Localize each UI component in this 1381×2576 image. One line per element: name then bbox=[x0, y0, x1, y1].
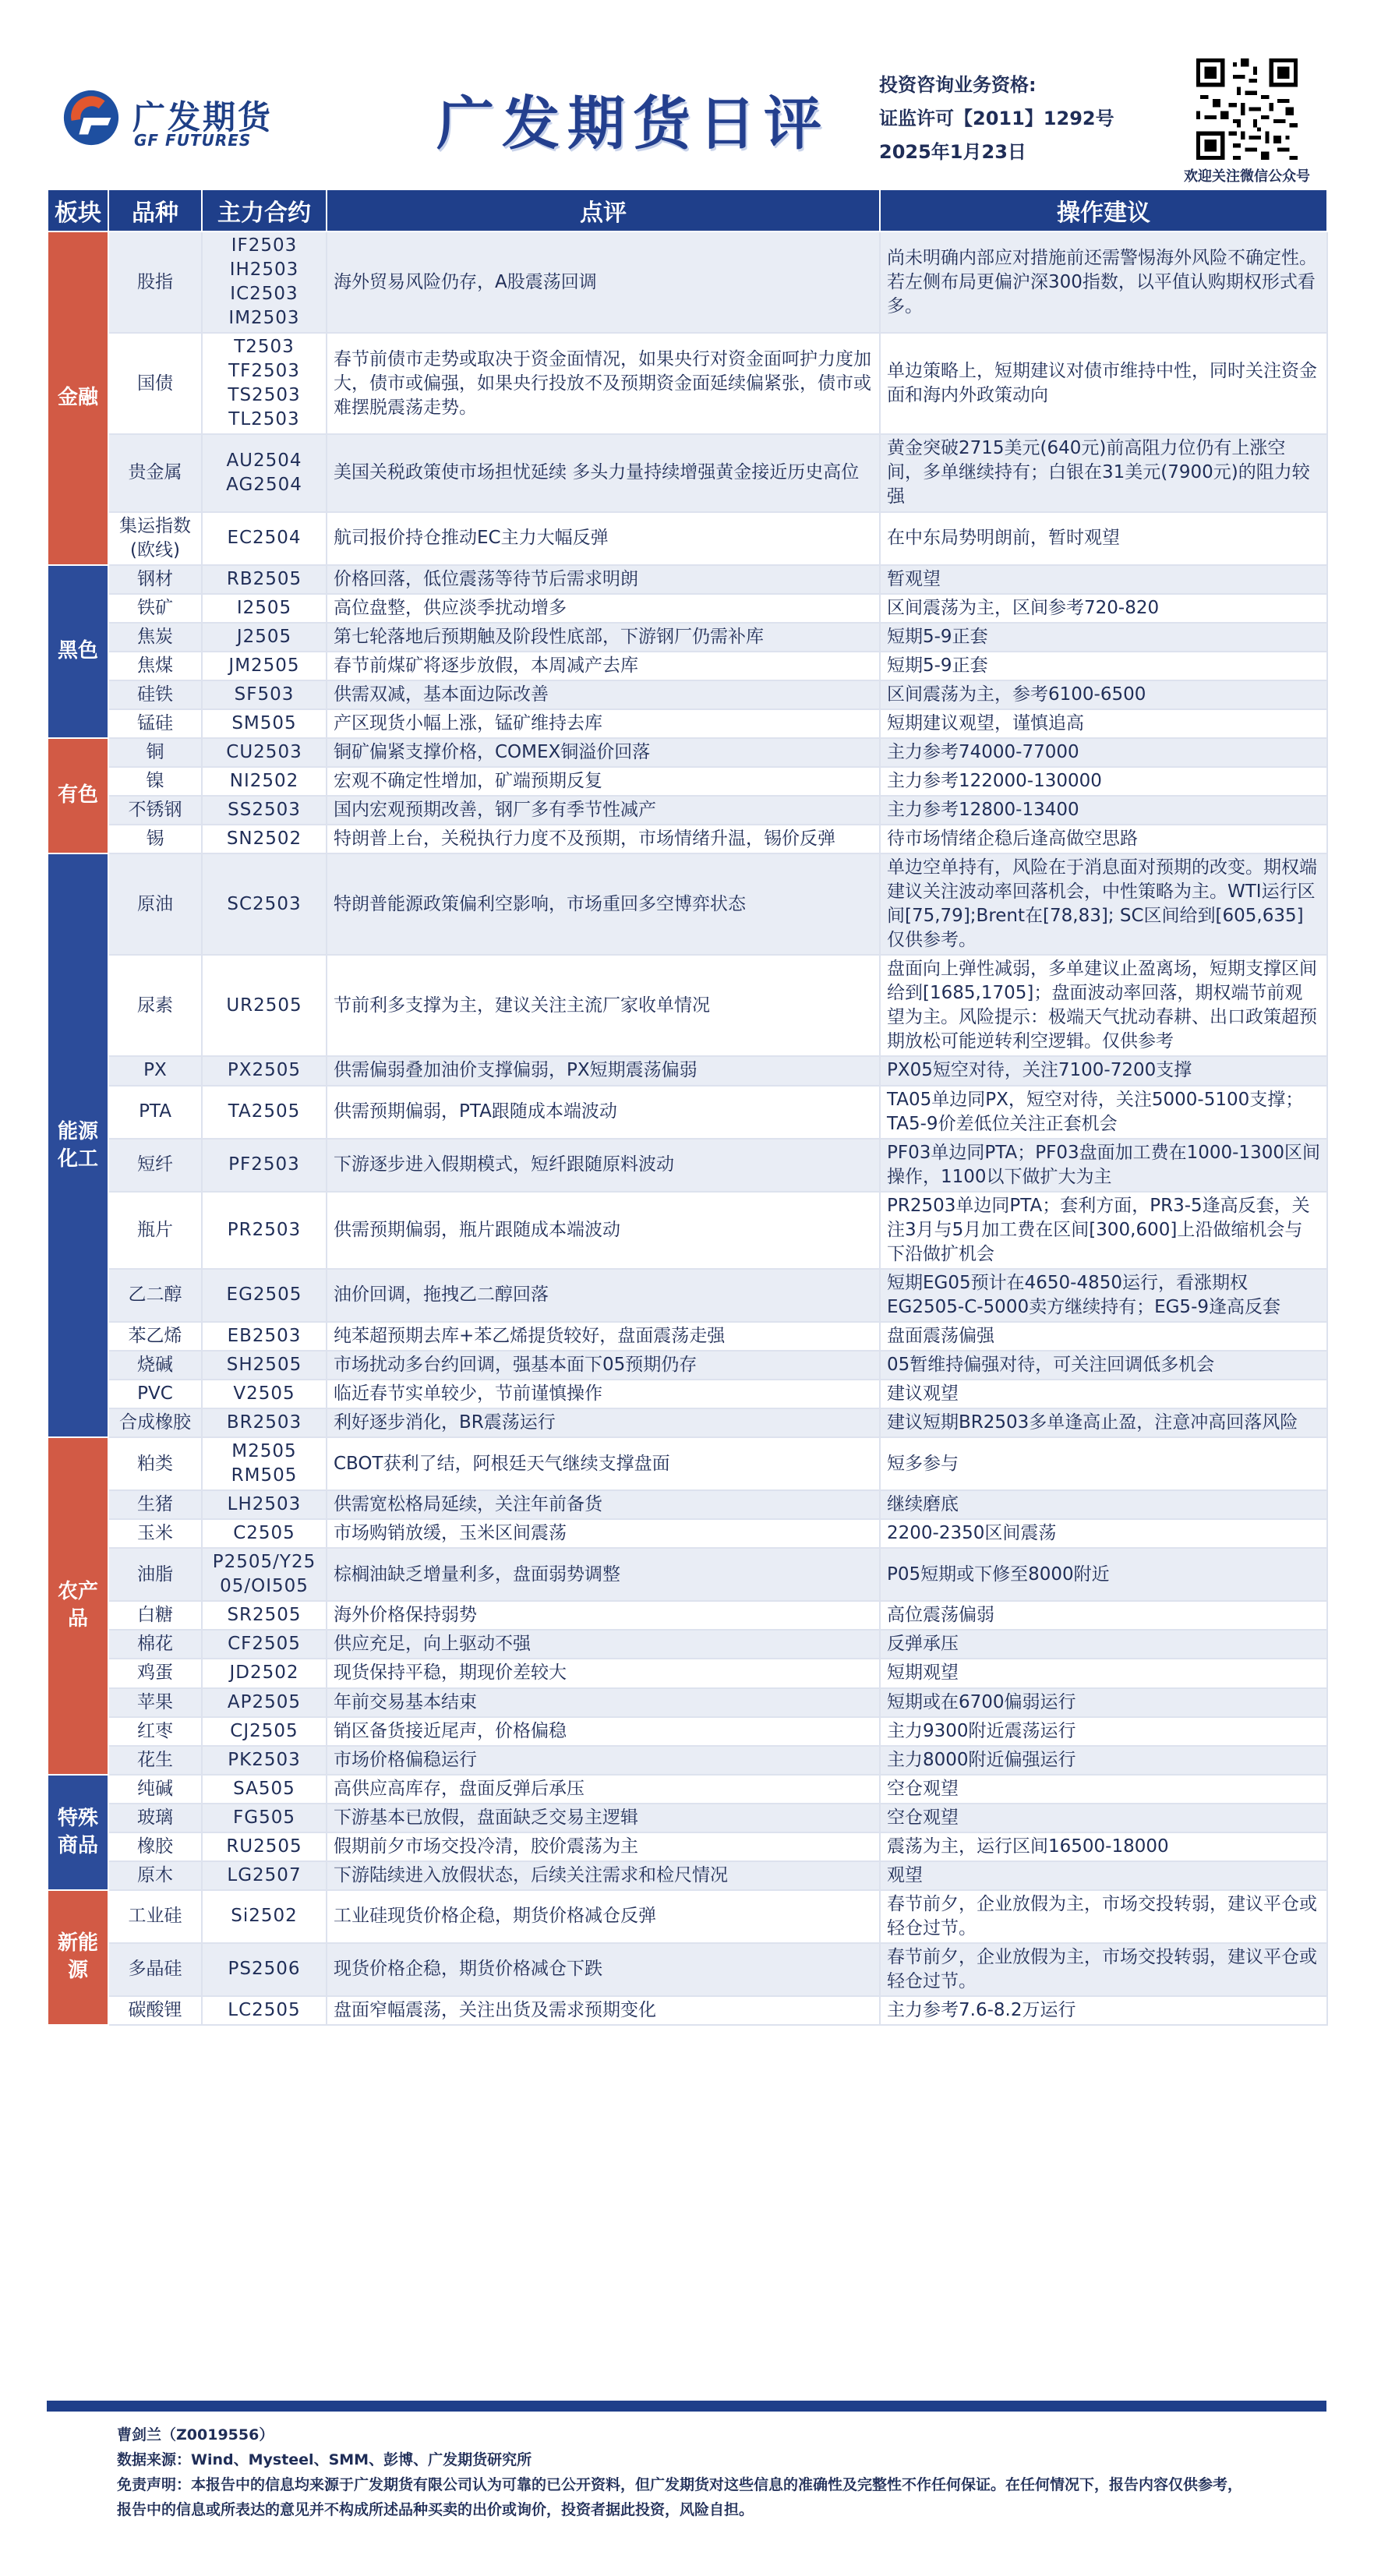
variety-cell: 贵金属 bbox=[108, 434, 202, 511]
contract-cell: SN2502 bbox=[202, 825, 327, 853]
sector-cell: 黑色 bbox=[48, 565, 108, 738]
advice-cell: 短期EG05预计在4650-4850运行，看涨期权EG2505-C-5000卖方继续持有；EG5-9逢高反套 bbox=[880, 1269, 1327, 1322]
table-row bbox=[48, 1832, 1327, 1861]
variety-cell: 集运指数 (欧线) bbox=[108, 512, 202, 565]
variety-cell: 白糖 bbox=[108, 1601, 202, 1630]
table-row bbox=[48, 1943, 1327, 1996]
contract-cell: JD2502 bbox=[202, 1659, 327, 1687]
advice-cell: 短期或在6700偏弱运行 bbox=[880, 1688, 1327, 1717]
table-row bbox=[48, 1139, 1327, 1192]
contract-cell: PR2503 bbox=[202, 1192, 327, 1269]
license-info bbox=[879, 69, 1114, 169]
contract-cell: TA2505 bbox=[202, 1086, 327, 1139]
table-row bbox=[48, 680, 1327, 709]
contract-cell: SR2505 bbox=[202, 1601, 327, 1630]
advice-cell: 震荡为主，运行区间16500-18000 bbox=[880, 1832, 1327, 1861]
advice-cell: 观望 bbox=[880, 1861, 1327, 1890]
comment-cell: 纯苯超预期去库+苯乙烯提货较好，盘面震荡走强 bbox=[327, 1322, 880, 1351]
comment-cell: 海外贸易风险仍存，A股震荡回调 bbox=[327, 231, 880, 333]
table-row bbox=[48, 1437, 1327, 1490]
comment-cell: 临近春节实单较少，节前谨慎操作 bbox=[327, 1380, 880, 1408]
comment-cell: 销区备货接近尾声，价格偏稳 bbox=[327, 1717, 880, 1746]
comment-cell: 供需偏弱叠加油价支撑偏弱，PX短期震荡偏弱 bbox=[327, 1056, 880, 1085]
comment-cell: 盘面窄幅震荡，关注出货及需求预期变化 bbox=[327, 1996, 880, 2025]
comment-cell: 棕榈油缺乏增量利多，盘面弱势调整 bbox=[327, 1548, 880, 1601]
comment-cell: 假期前夕市场交投冷清，胶价震荡为主 bbox=[327, 1832, 880, 1861]
contract-cell: LG2507 bbox=[202, 1861, 327, 1890]
table-row bbox=[48, 1861, 1327, 1890]
contract-cell: FG505 bbox=[202, 1804, 327, 1832]
variety-cell: 尿素 bbox=[108, 955, 202, 1056]
advice-cell: 反弹承压 bbox=[880, 1630, 1327, 1659]
variety-cell: 棉花 bbox=[108, 1630, 202, 1659]
contract-cell: EG2505 bbox=[202, 1269, 327, 1322]
variety-cell: 工业硅 bbox=[108, 1890, 202, 1943]
variety-cell: 不锈钢 bbox=[108, 796, 202, 825]
contract-cell: SH2505 bbox=[202, 1351, 327, 1380]
advice-cell: PF03单边同PTA；PF03盘面加工费在1000-1300区间操作，1100以下做扩大为主 bbox=[880, 1139, 1327, 1192]
contract-cell: UR2505 bbox=[202, 955, 327, 1056]
advice-cell: 空仓观望 bbox=[880, 1804, 1327, 1832]
table-row bbox=[48, 1996, 1327, 2025]
advice-cell: 单边空单持有，风险在于消息面对预期的改变。期权端建议关注波动率回落机会，中性策略为主。WTI运行区间[75,79];Brent在[78,83]; SC区间给到[605,635]仅供参考。 bbox=[880, 853, 1327, 955]
disclaimer-line-1: 免责声明：本报告中的信息均来源于广发期货有限公司认为可靠的已公开资料，但广发期货对这些信息的准确性及完整性不作任何保证。在任何情况下，报告内容仅供参考， bbox=[117, 2476, 1243, 2493]
advice-cell: 黄金突破2715美元(640元)前高阻力位仍有上涨空间，多单继续持有；白银在31美元(7900元)的阻力较强 bbox=[880, 434, 1327, 511]
footer bbox=[117, 2422, 1286, 2522]
advice-cell: 在中东局势明朗前，暂时观望 bbox=[880, 512, 1327, 565]
comment-cell: CBOT获利了结，阿根廷天气继续支撑盘面 bbox=[327, 1437, 880, 1490]
table-row bbox=[48, 955, 1327, 1056]
comment-cell: 年前交易基本结束 bbox=[327, 1688, 880, 1717]
sector-cell: 特殊 商品 bbox=[48, 1775, 108, 1890]
variety-cell: 短纤 bbox=[108, 1139, 202, 1192]
variety-cell: 原木 bbox=[108, 1861, 202, 1890]
contract-cell: BR2503 bbox=[202, 1408, 327, 1437]
header-advice: 操作建议 bbox=[880, 189, 1327, 231]
variety-cell: 瓶片 bbox=[108, 1192, 202, 1269]
contract-cell: SM505 bbox=[202, 709, 327, 738]
variety-cell: 焦煤 bbox=[108, 652, 202, 680]
comment-cell: 工业硅现货价格企稳，期货价格减仓反弹 bbox=[327, 1890, 880, 1943]
variety-cell: 玻璃 bbox=[108, 1804, 202, 1832]
sector-cell: 有色 bbox=[48, 738, 108, 853]
variety-cell: 红枣 bbox=[108, 1717, 202, 1746]
contract-cell: LC2505 bbox=[202, 1996, 327, 2025]
advice-cell: 单边策略上，短期建议对债市维持中性，同时关注资金面和海内外政策动向 bbox=[880, 333, 1327, 434]
table-row bbox=[48, 1601, 1327, 1630]
disclaimer-line-2: 报告中的信息或所表达的意见并不构成所述品种买卖的出价或询价，投资者据此投资，风险自担。 bbox=[117, 2501, 754, 2518]
comment-cell: 市场价格偏稳运行 bbox=[327, 1746, 880, 1775]
table-row bbox=[48, 1688, 1327, 1717]
variety-cell: 钢材 bbox=[108, 565, 202, 594]
advice-cell: 主力参考7.6-8.2万运行 bbox=[880, 1996, 1327, 2025]
comment-cell: 供需预期偏弱，瓶片跟随成本端波动 bbox=[327, 1192, 880, 1269]
variety-cell: 合成橡胶 bbox=[108, 1408, 202, 1437]
table-row bbox=[48, 1804, 1327, 1832]
table-row bbox=[48, 767, 1327, 796]
advice-cell: 高位震荡偏弱 bbox=[880, 1601, 1327, 1630]
comment-cell: 市场购销放缓，玉米区间震荡 bbox=[327, 1519, 880, 1548]
advice-cell: 盘面震荡偏强 bbox=[880, 1322, 1327, 1351]
comment-cell: 市场扰动多台约回调，强基本面下05预期仍存 bbox=[327, 1351, 880, 1380]
variety-cell: 乙二醇 bbox=[108, 1269, 202, 1322]
advice-cell: 短期5-9正套 bbox=[880, 623, 1327, 652]
advice-cell: 建议观望 bbox=[880, 1380, 1327, 1408]
contract-cell: JM2505 bbox=[202, 652, 327, 680]
header-variety: 品种 bbox=[108, 189, 202, 231]
contract-cell: SS2503 bbox=[202, 796, 327, 825]
comment-cell: 海外价格保持弱势 bbox=[327, 1601, 880, 1630]
variety-cell: 生猪 bbox=[108, 1490, 202, 1519]
comment-cell: 航司报价持仓推动EC主力大幅反弹 bbox=[327, 512, 880, 565]
table-row bbox=[48, 1659, 1327, 1687]
advice-cell: 短期观望 bbox=[880, 1659, 1327, 1687]
table-row bbox=[48, 1408, 1327, 1437]
comment-cell: 油价回调，拖拽乙二醇回落 bbox=[327, 1269, 880, 1322]
variety-cell: 玉米 bbox=[108, 1519, 202, 1548]
comment-cell: 高供应高库存，盘面反弹后承压 bbox=[327, 1775, 880, 1804]
table-row bbox=[48, 623, 1327, 652]
author: 曹剑兰（Z0019556） bbox=[117, 2426, 274, 2443]
table-row bbox=[48, 1548, 1327, 1601]
comment-cell: 高位盘整，供应淡季扰动增多 bbox=[327, 594, 880, 623]
qualification-label: 投资咨询业务资格: bbox=[879, 74, 1037, 96]
variety-cell: 铁矿 bbox=[108, 594, 202, 623]
variety-cell: 股指 bbox=[108, 231, 202, 333]
variety-cell: PTA bbox=[108, 1086, 202, 1139]
variety-cell: 铜 bbox=[108, 738, 202, 767]
table-row bbox=[48, 1351, 1327, 1380]
report-date: 2025年1月23日 bbox=[879, 141, 1026, 163]
comment-cell: 下游陆续进入放假状态，后续关注需求和检尺情况 bbox=[327, 1861, 880, 1890]
comment-cell: 国内宏观预期改善，钢厂多有季节性减产 bbox=[327, 796, 880, 825]
comment-cell: 供需预期偏弱，PTA跟随成本端波动 bbox=[327, 1086, 880, 1139]
table-row bbox=[48, 1746, 1327, 1775]
table-row bbox=[48, 512, 1327, 565]
variety-cell: 粕类 bbox=[108, 1437, 202, 1490]
header-comment: 点评 bbox=[327, 189, 880, 231]
contract-cell: M2505 RM505 bbox=[202, 1437, 327, 1490]
comment-cell: 价格回落，低位震荡等待节后需求明朗 bbox=[327, 565, 880, 594]
contract-cell: I2505 bbox=[202, 594, 327, 623]
variety-cell: 锡 bbox=[108, 825, 202, 853]
contract-cell: EC2504 bbox=[202, 512, 327, 565]
report-header bbox=[0, 0, 1381, 183]
contract-cell: RB2505 bbox=[202, 565, 327, 594]
table-row bbox=[48, 1519, 1327, 1548]
table-row bbox=[48, 825, 1327, 853]
header-sector: 板块 bbox=[48, 189, 108, 231]
table-row bbox=[48, 1890, 1327, 1943]
variety-cell: 苯乙烯 bbox=[108, 1322, 202, 1351]
comment-cell: 铜矿偏紧支撑价格，COMEX铜溢价回落 bbox=[327, 738, 880, 767]
advice-cell: 盘面向上弹性减弱，多单建议止盈离场，短期支撑区间给到[1685,1705]；盘面波动率回落，期权端节前观望为主。风险提示：极端天气扰动春耕、出口政策超预期放松可能逆转利空逻辑。仅供参考 bbox=[880, 955, 1327, 1056]
contract-cell: T2503 TF2503 TS2503 TL2503 bbox=[202, 333, 327, 434]
advice-cell: 空仓观望 bbox=[880, 1775, 1327, 1804]
comment-cell: 特朗普能源政策偏利空影响，市场重回多空博弈状态 bbox=[327, 853, 880, 955]
contract-cell: Si2502 bbox=[202, 1890, 327, 1943]
comment-cell: 现货价格企稳，期货价格减仓下跌 bbox=[327, 1943, 880, 1996]
table-row bbox=[48, 1380, 1327, 1408]
contract-cell: J2505 bbox=[202, 623, 327, 652]
table-row bbox=[48, 1775, 1327, 1804]
table-row bbox=[48, 1322, 1327, 1351]
license-number: 证监许可【2011】1292号 bbox=[879, 108, 1114, 129]
page-title: 广发期货日评 bbox=[436, 90, 829, 157]
comment-cell: 特朗普上台，关税执行力度不及预期，市场情绪升温，锡价反弹 bbox=[327, 825, 880, 853]
table-row bbox=[48, 1086, 1327, 1139]
contract-cell: AP2505 bbox=[202, 1688, 327, 1717]
sector-cell: 农产品 bbox=[48, 1437, 108, 1775]
table-body bbox=[48, 231, 1327, 2025]
variety-cell: 橡胶 bbox=[108, 1832, 202, 1861]
table-row bbox=[48, 231, 1327, 333]
contract-cell: PK2503 bbox=[202, 1746, 327, 1775]
header-contract: 主力合约 bbox=[202, 189, 327, 231]
comment-cell: 宏观不确定性增加，矿端预期反复 bbox=[327, 767, 880, 796]
table-row bbox=[48, 1269, 1327, 1322]
contract-cell: C2505 bbox=[202, 1519, 327, 1548]
table-row bbox=[48, 565, 1327, 594]
comment-cell: 春节前煤矿将逐步放假，本周减产去库 bbox=[327, 652, 880, 680]
contract-cell: PX2505 bbox=[202, 1056, 327, 1085]
table-row bbox=[48, 1717, 1327, 1746]
variety-cell: 原油 bbox=[108, 853, 202, 955]
comment-cell: 下游逐步进入假期模式，短纤跟随原料波动 bbox=[327, 1139, 880, 1192]
advice-cell: 短期建议观望，谨慎追高 bbox=[880, 709, 1327, 738]
logo-chinese-name: 广发期货 bbox=[132, 98, 274, 136]
comment-cell: 利好逐步消化，BR震荡运行 bbox=[327, 1408, 880, 1437]
advice-cell: 主力9300附近震荡运行 bbox=[880, 1717, 1327, 1746]
table-row bbox=[48, 796, 1327, 825]
variety-cell: 镍 bbox=[108, 767, 202, 796]
comment-cell: 美国关税政策使市场担忧延续 多头力量持续增强黄金接近历史高位 bbox=[327, 434, 880, 511]
contract-cell: EB2503 bbox=[202, 1322, 327, 1351]
contract-cell: RU2505 bbox=[202, 1832, 327, 1861]
advice-cell: 继续磨底 bbox=[880, 1490, 1327, 1519]
variety-cell: 焦炭 bbox=[108, 623, 202, 652]
variety-cell: 国债 bbox=[108, 333, 202, 434]
table-row bbox=[48, 709, 1327, 738]
advice-cell: 短多参与 bbox=[880, 1437, 1327, 1490]
comment-cell: 供应充足，向上驱动不强 bbox=[327, 1630, 880, 1659]
contract-cell: CU2503 bbox=[202, 738, 327, 767]
comment-cell: 下游基本已放假，盘面缺乏交易主逻辑 bbox=[327, 1804, 880, 1832]
advice-cell: 区间震荡为主，区间参考720-820 bbox=[880, 594, 1327, 623]
variety-cell: PX bbox=[108, 1056, 202, 1085]
variety-cell: 多晶硅 bbox=[108, 1943, 202, 1996]
table-row bbox=[48, 434, 1327, 511]
variety-cell: 锰硅 bbox=[108, 709, 202, 738]
advice-cell: 待市场情绪企稳后逢高做空思路 bbox=[880, 825, 1327, 853]
contract-cell: SF503 bbox=[202, 680, 327, 709]
table-row bbox=[48, 1490, 1327, 1519]
variety-cell: 油脂 bbox=[108, 1548, 202, 1601]
table-row bbox=[48, 853, 1327, 955]
variety-cell: 硅铁 bbox=[108, 680, 202, 709]
sector-cell: 金融 bbox=[48, 231, 108, 565]
sector-cell: 能源 化工 bbox=[48, 853, 108, 1437]
contract-cell: AU2504 AG2504 bbox=[202, 434, 327, 511]
logo-english-name: GF FUTURES bbox=[134, 131, 252, 150]
comment-cell: 春节前债市走势或取决于资金面情况，如果央行对资金面呵护力度加大，债市或偏强，如果央行投放不及预期资金面延续偏紧张，债市或难摆脱震荡走势。 bbox=[327, 333, 880, 434]
table-bottom-bar bbox=[47, 2401, 1326, 2412]
advice-cell: P05短期或下修至8000附近 bbox=[880, 1548, 1327, 1601]
advice-cell: 主力8000附近偏强运行 bbox=[880, 1746, 1327, 1775]
variety-cell: 纯碱 bbox=[108, 1775, 202, 1804]
contract-cell: CF2505 bbox=[202, 1630, 327, 1659]
advice-cell: 春节前夕，企业放假为主，市场交投转弱，建议平仓或轻仓过节。 bbox=[880, 1890, 1327, 1943]
table-row bbox=[48, 652, 1327, 680]
table-row bbox=[48, 594, 1327, 623]
data-sources: 数据来源：Wind、Mysteel、SMM、彭博、广发期货研究所 bbox=[117, 2451, 532, 2468]
contract-cell: LH2503 bbox=[202, 1490, 327, 1519]
qr-caption: 欢迎关注微信公众号 bbox=[1184, 168, 1310, 185]
advice-cell: 主力参考12800-13400 bbox=[880, 796, 1327, 825]
advice-cell: TA05单边同PX，短空对待，关注5000-5100支撑；TA5-9价差低位关注正套机会 bbox=[880, 1086, 1327, 1139]
contract-cell: V2505 bbox=[202, 1380, 327, 1408]
contract-cell: NI2502 bbox=[202, 767, 327, 796]
contract-cell: P2505/Y25 05/OI505 bbox=[202, 1548, 327, 1601]
variety-cell: 苹果 bbox=[108, 1688, 202, 1717]
advice-cell: 尚未明确内部应对措施前还需警惕海外风险不确定性。若左侧布局更偏沪深300指数，以平值认购期权形式看多。 bbox=[880, 231, 1327, 333]
comment-cell: 产区现货小幅上涨，锰矿维持去库 bbox=[327, 709, 880, 738]
advice-cell: 2200-2350区间震荡 bbox=[880, 1519, 1327, 1548]
table-row bbox=[48, 1192, 1327, 1269]
contract-cell: SC2503 bbox=[202, 853, 327, 955]
table-row bbox=[48, 333, 1327, 434]
variety-cell: 花生 bbox=[108, 1746, 202, 1775]
advice-cell: 05暂维持偏强对待，可关注回调低多机会 bbox=[880, 1351, 1327, 1380]
comment-cell: 第七轮落地后预期触及阶段性底部，下游钢厂仍需补库 bbox=[327, 623, 880, 652]
advice-cell: 短期5-9正套 bbox=[880, 652, 1327, 680]
advice-cell: 春节前夕，企业放假为主，市场交投转弱，建议平仓或轻仓过节。 bbox=[880, 1943, 1327, 1996]
table-row bbox=[48, 1056, 1327, 1085]
contract-cell: SA505 bbox=[202, 1775, 327, 1804]
contract-cell: PF2503 bbox=[202, 1139, 327, 1192]
advice-cell: 暂观望 bbox=[880, 565, 1327, 594]
variety-cell: PVC bbox=[108, 1380, 202, 1408]
variety-cell: 烧碱 bbox=[108, 1351, 202, 1380]
contract-cell: IF2503 IH2503 IC2503 IM2503 bbox=[202, 231, 327, 333]
qr-code-icon bbox=[1196, 58, 1298, 160]
table-row bbox=[48, 738, 1327, 767]
advice-cell: PR2503单边同PTA；套利方面，PR3-5逢高反套，关注3月与5月加工费在区间[300,600]上沿做缩机会与下沿做扩机会 bbox=[880, 1192, 1327, 1269]
sector-cell: 新能源 bbox=[48, 1890, 108, 2025]
advice-cell: 主力参考74000-77000 bbox=[880, 738, 1327, 767]
variety-cell: 鸡蛋 bbox=[108, 1659, 202, 1687]
comment-cell: 供需双减，基本面边际改善 bbox=[327, 680, 880, 709]
table-header-row bbox=[48, 189, 1327, 231]
advice-cell: 主力参考122000-130000 bbox=[880, 767, 1327, 796]
advice-cell: 建议短期BR2503多单逢高止盈，注意冲高回落风险 bbox=[880, 1408, 1327, 1437]
comment-cell: 现货保持平稳，期现价差较大 bbox=[327, 1659, 880, 1687]
comment-cell: 节前利多支撑为主，建议关注主流厂家收单情况 bbox=[327, 955, 880, 1056]
comment-cell: 供需宽松格局延续，关注年前备货 bbox=[327, 1490, 880, 1519]
variety-cell: 碳酸锂 bbox=[108, 1996, 202, 2025]
advice-cell: 区间震荡为主，参考6100-6500 bbox=[880, 680, 1327, 709]
daily-review-table bbox=[47, 189, 1328, 2026]
advice-cell: PX05短空对待，关注7100-7200支撑 bbox=[880, 1056, 1327, 1085]
contract-cell: PS2506 bbox=[202, 1943, 327, 1996]
gf-logo-icon bbox=[61, 87, 122, 148]
table-row bbox=[48, 1630, 1327, 1659]
contract-cell: CJ2505 bbox=[202, 1717, 327, 1746]
